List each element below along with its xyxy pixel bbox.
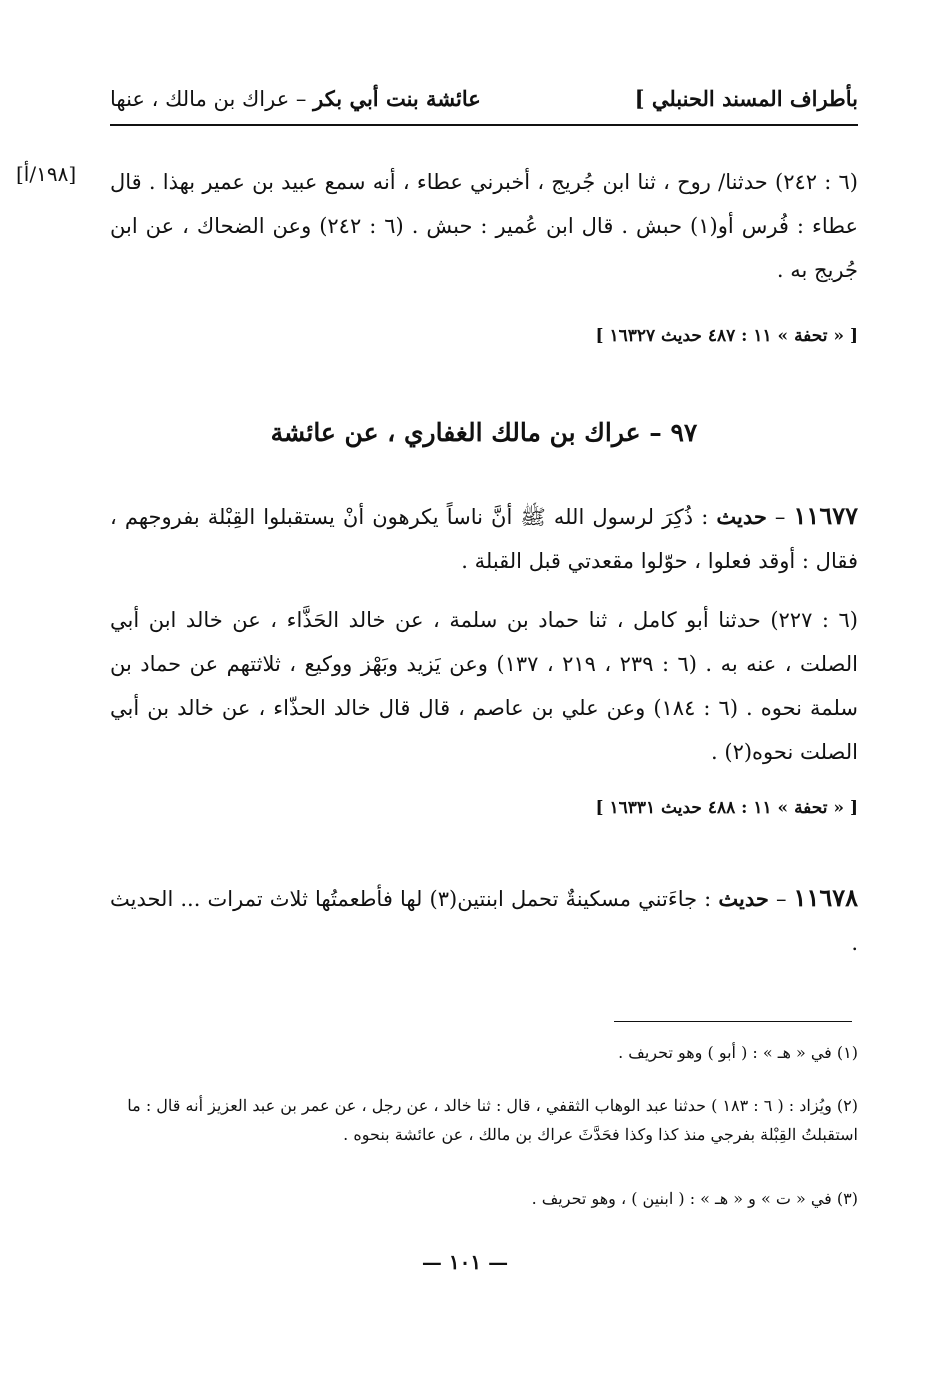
- isnad-paragraph-1: (٦ : ٢٤٢) حدثنا/ روح ، ثنا ابن جُريج ، أخبرني عطاء ، أنه سمع عبيد بن عمير بهذا . قال عطاء : فُرس أو(١) حبش . قال ابن عُمير : حبش . (٦ : ٢٤٢) وعن الضحاك ، عن ابن جُريج به .: [110, 170, 858, 282]
- header-section-rest: – عراك بن مالك ، عنها: [110, 87, 314, 111]
- chapter-heading: ٩٧ – عراك بن مالك الغفاري ، عن عائشة: [270, 418, 698, 447]
- tuhfa-reference-2: [ « تحفة » ١١ : ٤٨٨ حديث ١٦٣٣١ ]: [595, 798, 858, 818]
- hadith-text: : ذُكِرَ لرسول الله ﷺ أنَّ ناساً يكرهون أنْ يستقبلوا القِبْلة بفروجهم ، فقال : أوقد فعلوا ، حوّلوا مقعدتي قبل القبلة .: [110, 505, 858, 573]
- tuhfa-reference-1: [ « تحفة » ١١ : ٤٨٧ حديث ١٦٣٢٧ ]: [595, 326, 858, 346]
- isnad-paragraph-2: (٦ : ٢٢٧) حدثنا أبو كامل ، ثنا حماد بن سلمة ، عن خالد الحَذَّاء ، عن خالد ابن أبي الصلت ، عنه به . (٦ : ٢٣٩ ، ٢١٩ ، ١٣٧) وعن يَزيد وبَهْز ووكيع ، ثلاثتهم عن حماد بن سلمة نحوه . (٦ : ١٨٤) وعن علي بن عاصم ، قال قال خالد الحذّاء ، عن خالد بن أبي الصلت نحوه(٢) .: [110, 608, 858, 764]
- hadith-label: حديث: [716, 504, 767, 529]
- page-number: — ١٠١ —: [421, 1250, 509, 1274]
- hadith-number: ١١٦٧٧: [793, 501, 858, 530]
- hadith-label: حديث: [718, 886, 769, 911]
- hadith-number: ١١٦٧٨: [793, 883, 858, 912]
- hadith-entry-2: [110, 876, 858, 965]
- footnote-1: (١) في « هـ » : ( أبو ) وهو تحريف .: [618, 1043, 858, 1062]
- header-section-title: [110, 86, 481, 111]
- header-section-bold: عائشة بنت أبي بكر: [313, 86, 481, 111]
- hadith-dash: –: [768, 887, 794, 911]
- footnote-2: (٢) ويُزاد : ( ٦ : ١٨٣ ) حدثنا عبد الوهاب الثقفي ، قال : ثنا خالد ، عن رجل ، عن عمر بن عبد العزيز أنه قال : ما استقبلتُ القِبْلة بفرجي منذ كذا وكذا فحَدَّثَ عراك بن مالك ، عن عائشة بنحوه .: [127, 1096, 858, 1144]
- header-book-title: بأطراف المسند الحنبلي ]: [634, 86, 858, 111]
- manuscript-folio-ref: [١٩٨/أ]: [16, 162, 77, 186]
- hadith-text: : جاءَتني مسكينةٌ تحمل ابنتين(٣) لها فأطعمتُها ثلاث تمرات ... الحديث .: [110, 887, 858, 955]
- footnote-3: (٣) في « ت » و « هـ » : ( ابنين ) ، وهو تحريف .: [531, 1189, 858, 1208]
- footnote-separator: [614, 1021, 852, 1022]
- running-header: [110, 80, 858, 126]
- hadith-entry-1: [110, 494, 858, 583]
- hadith-dash: –: [766, 505, 794, 529]
